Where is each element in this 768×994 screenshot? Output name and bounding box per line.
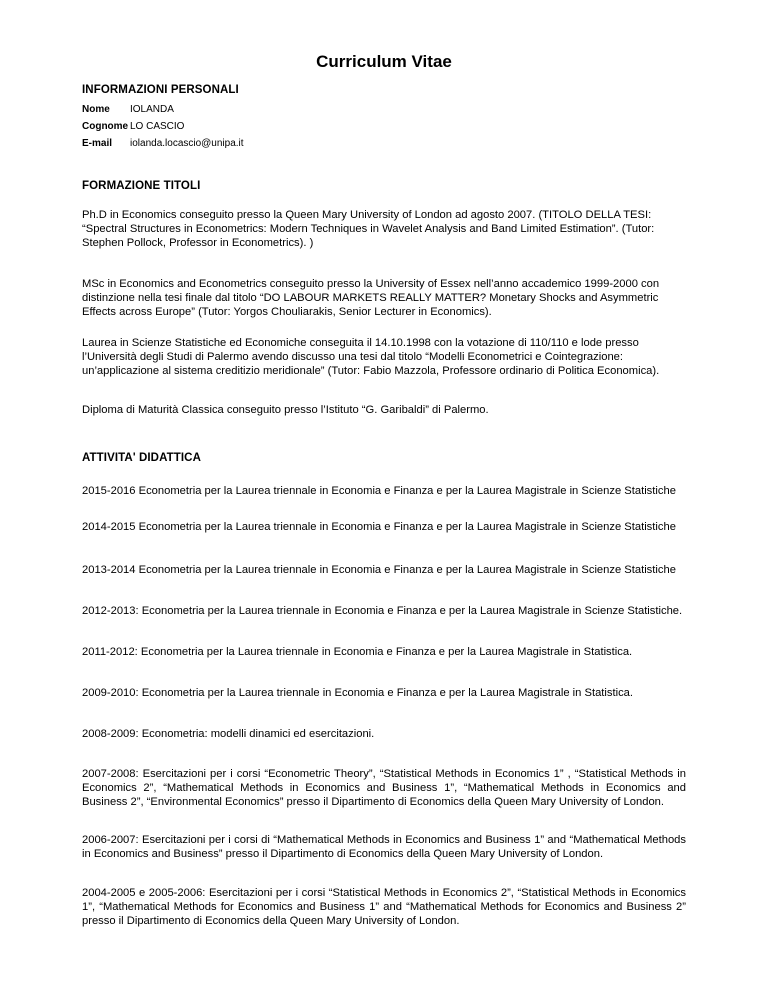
teaching-item: 2013-2014 Econometria per la Laurea triennale in Economia e Finanza e per la Laurea Magistrale in Scienze Statistiche <box>82 564 676 576</box>
field-label: E-mail <box>82 138 113 149</box>
teaching-item: 2004-2005 e 2005-2006: Esercitazioni per i corsi “Statistical Methods in Economics 2”, “Statistical Methods in Economics 1”, “Mathematical Methods for Economics and Business 1” and “Mathematical Methods for Economics and Business 2” presso il Dipartimento di Economics della Queen Mary University of London. <box>82 887 686 927</box>
education-item: Laurea in Scienze Statistiche ed Economiche conseguita il 14.10.1998 con la votazione di 110/110 e lode presso l’Università degli Studi di Palermo avendo discusso una tesi dal titolo “Modelli Econometrici e Cointegrazione: un’applicazione al sistema creditizio meridionale” (Tutor: Fabio Mazzola, Professore ordinario di Politica Economica). <box>82 337 660 377</box>
email-value: iolanda.locascio@unipa.it <box>130 138 244 149</box>
field-value: IOLANDA <box>130 104 174 115</box>
teaching-item: 2007-2008: Esercitazioni per i corsi “Econometric Theory”, “Statistical Methods in Economics 1” , “Statistical Methods in Economics 2”, “Mathematical Methods in Economics and Business 1”, “Mathematical Methods in Economics and Business 2”, “Environmental Economics” presso il Dipartimento di Economics della Queen Mary University of London. <box>82 768 686 808</box>
field-value: LO CASCIO <box>130 121 185 132</box>
personal-info-table <box>82 104 244 155</box>
teaching-item: 2011-2012: Econometria per la Laurea triennale in Economia e Finanza e per la Laurea Magistrale in Statistica. <box>82 646 633 658</box>
teaching-item: 2012-2013: Econometria per la Laurea triennale in Economia e Finanza e per la Laurea Magistrale in Scienze Statistiche. <box>82 605 683 617</box>
teaching-item: 2014-2015 Econometria per la Laurea triennale in Economia e Finanza e per la Laurea Magistrale in Scienze Statistiche <box>82 521 676 533</box>
personal-row-cognome <box>82 121 244 138</box>
field-label: Nome <box>82 104 110 115</box>
field-label: Cognome <box>82 121 129 132</box>
teaching-item: 2008-2009: Econometria: modelli dinamici ed esercitazioni. <box>82 728 375 740</box>
personal-info-heading: INFORMAZIONI PERSONALI <box>82 84 239 96</box>
teaching-item: 2006-2007: Esercitazioni per i corsi di “Mathematical Methods in Economics and Business 1” and “Mathematical Methods in Economics and Business” presso il Dipartimento di Economics della Queen Mary University of London. <box>82 834 686 860</box>
education-item: Ph.D in Economics conseguito presso la Queen Mary University of London ad agosto 2007. (TITOLO DELLA TESI: “Spectral Structures in Econometrics: Modern Techniques in Wavelet Analysis and Band Limited Estimation”. (Tutor: Stephen Pollock, Professor in Econometrics). ) <box>82 209 655 249</box>
teaching-item: 2009-2010: Econometria per la Laurea triennale in Economia e Finanza e per la Laurea Magistrale in Statistica. <box>82 687 633 699</box>
education-item: MSc in Economics and Econometrics conseguito presso la University of Essex nell’anno accademico 1999-2000 con distinzione nella tesi finale dal titolo “DO LABOUR MARKETS REALLY MATTER? Monetary Shocks and Asymmetric Effects across Europe” (Tutor: Yorgos Chouliarakis, Senior Lecturer in Economics). <box>82 278 660 318</box>
teaching-heading: ATTIVITA' DIDATTICA <box>82 452 201 464</box>
teaching-item: 2015-2016 Econometria per la Laurea triennale in Economia e Finanza e per la Laurea Magistrale in Scienze Statistiche <box>82 485 676 497</box>
page-title: Curriculum Vitae <box>316 52 452 71</box>
education-heading: FORMAZIONE TITOLI <box>82 180 201 192</box>
personal-row-email <box>82 138 244 155</box>
personal-row-nome <box>82 104 244 121</box>
education-item: Diploma di Maturità Classica conseguito presso l’Istituto “G. Garibaldi” di Palermo. <box>82 404 489 416</box>
